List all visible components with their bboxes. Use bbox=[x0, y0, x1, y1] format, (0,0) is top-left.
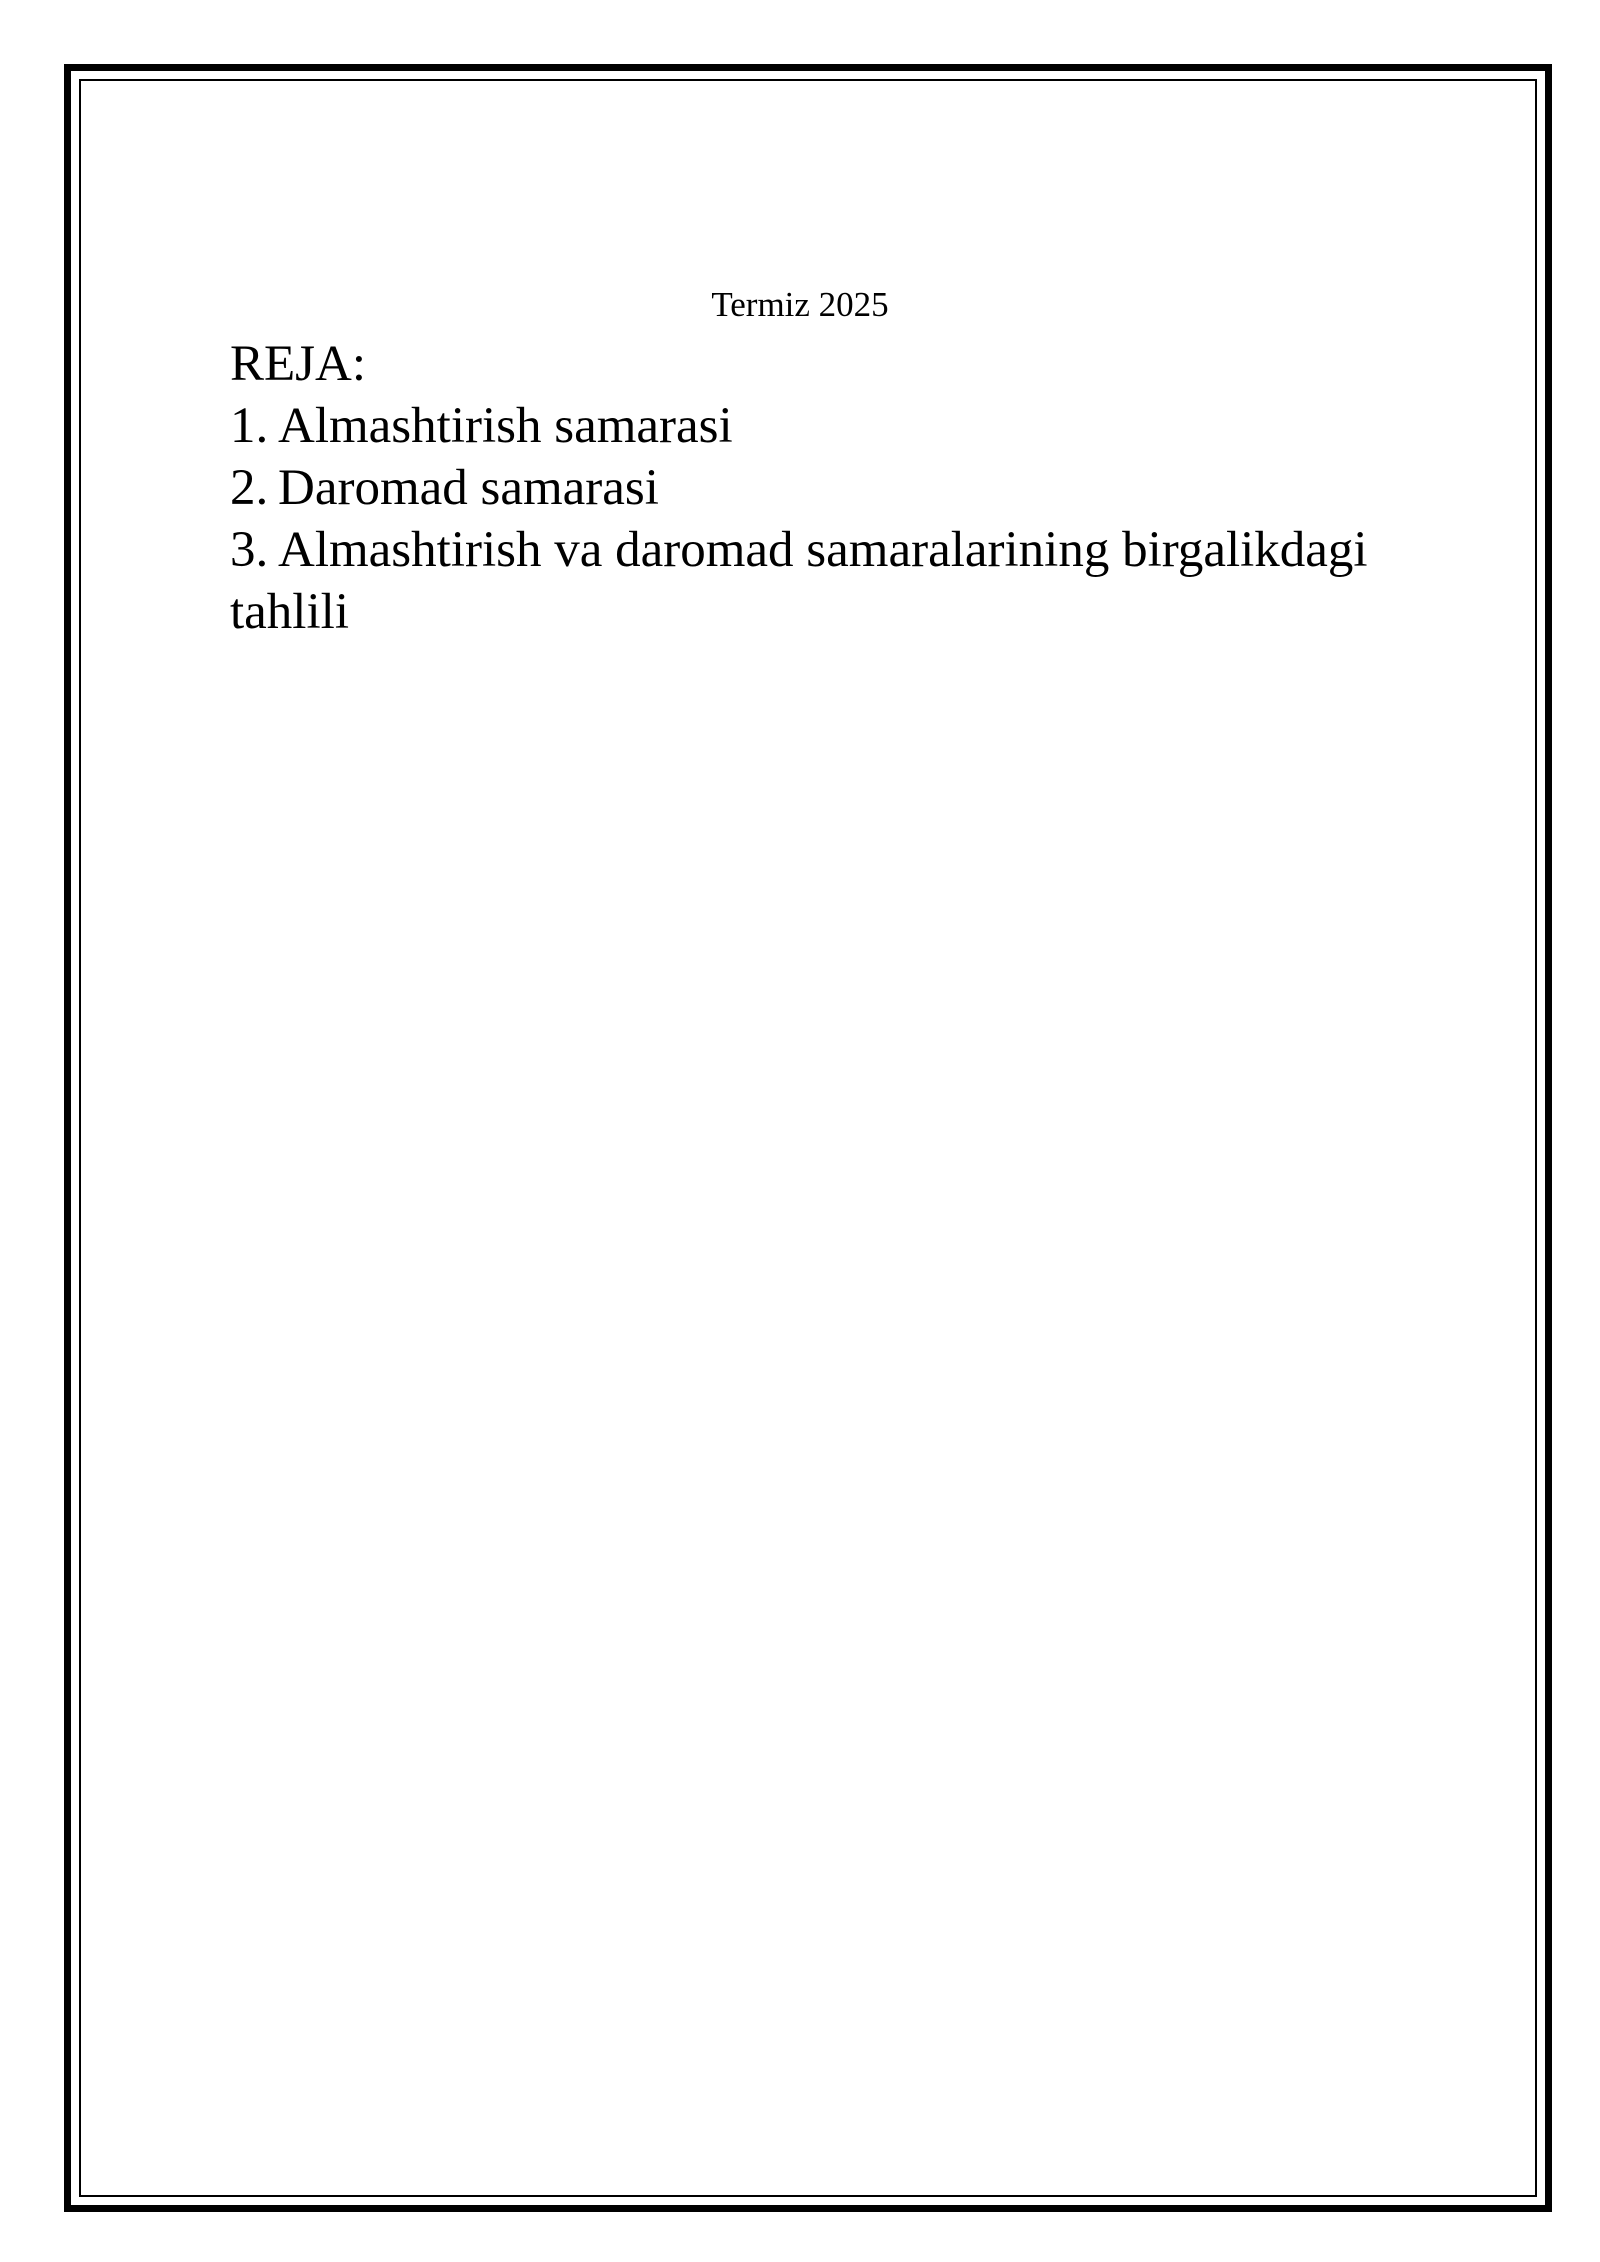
plan-item-2 bbox=[230, 457, 1460, 519]
plan-item-text: Almashtirish samarasi bbox=[278, 398, 733, 454]
plan-section bbox=[230, 333, 1460, 643]
plan-item-number: 3. bbox=[230, 522, 269, 578]
plan-item-number: 2. bbox=[230, 460, 269, 516]
place-year-caption: Termiz 2025 bbox=[711, 285, 889, 324]
plan-title: REJA: bbox=[230, 336, 367, 392]
plan-item-text: Daromad samarasi bbox=[278, 460, 659, 516]
plan-item-number: 1. bbox=[230, 398, 269, 454]
plan-list bbox=[230, 395, 1460, 643]
plan-item-3 bbox=[230, 519, 1460, 643]
plan-item-text: Almashtirish va daromad samaralarining birgalikdagi tahlili bbox=[230, 522, 1368, 640]
plan-item-1 bbox=[230, 395, 1460, 457]
